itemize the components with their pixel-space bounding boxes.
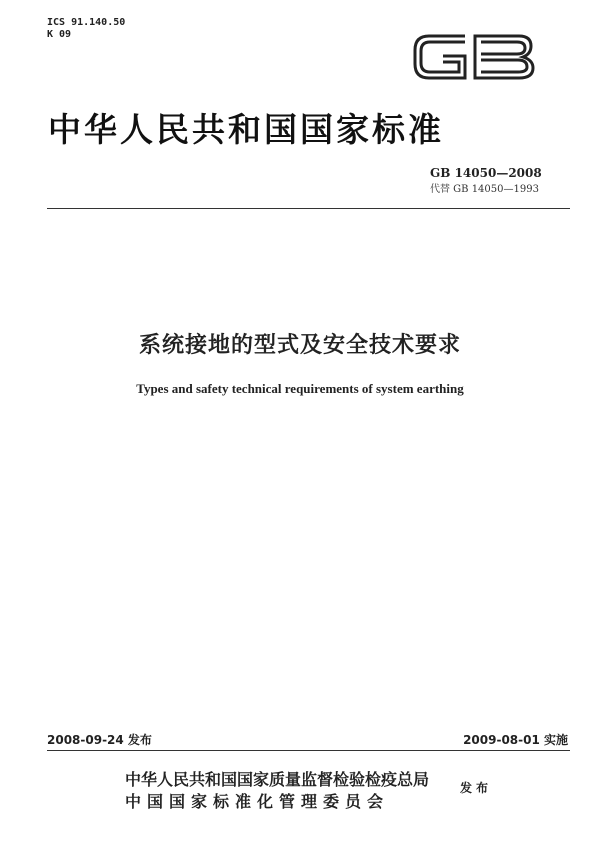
- replaces-standard: 代替 GB 14050—1993: [430, 184, 539, 195]
- bottom-divider: [47, 750, 570, 751]
- standard-number: GB 14050—2008: [430, 166, 542, 180]
- national-standard-title: 中华人民共和国国家标准: [48, 110, 444, 149]
- implementation-date: 2009-08-01 实施: [463, 733, 568, 747]
- issuer-sac: 中国国家标准化管理委员会: [125, 792, 390, 811]
- gb-logo: [407, 26, 539, 88]
- issuer-aqsiq: 中华人民共和国国家质量监督检验检疫总局: [125, 770, 430, 789]
- document-title-english: Types and safety technical requirements of system earthing: [136, 381, 464, 396]
- publish-label: 发布: [460, 781, 493, 795]
- ccs-code: K 09: [47, 29, 72, 40]
- ics-code: ICS 91.140.50: [47, 17, 126, 28]
- document-title-chinese: 系统接地的型式及安全技术要求: [138, 333, 461, 358]
- top-divider: [47, 208, 570, 209]
- issue-date: 2008-09-24 发布: [47, 733, 152, 747]
